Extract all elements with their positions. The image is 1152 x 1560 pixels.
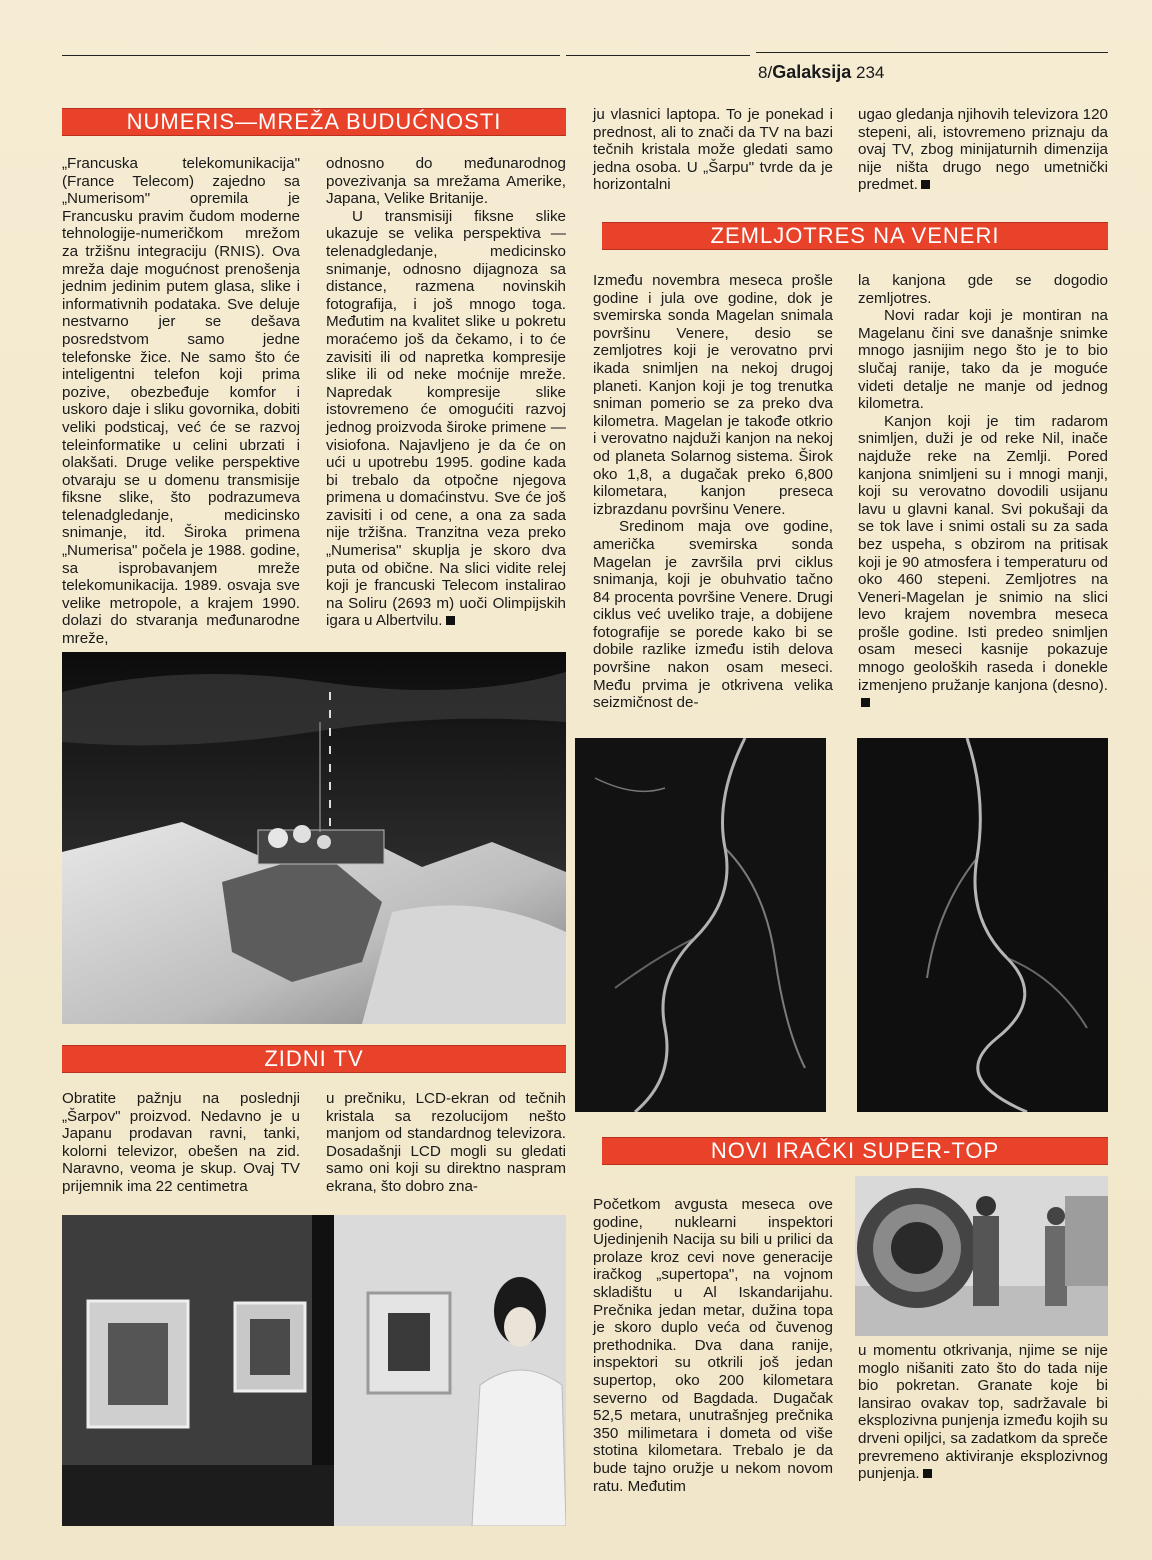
venus-canyon-before-photo: [575, 738, 826, 1112]
zidni-tv-paragraph-2: u prečniku, LCD-ekran od tečnih kristala sa rezolucijom nešto manjom od standardnog televizora. Dosadašnji LCD mogli su gledati samo oni koji su direktno naspram ekrana, što dobro zna-: [326, 1090, 566, 1195]
super-top-column-1: [593, 1196, 833, 1495]
zidni-tv-paragraph-1: Obratite pažnju na poslednji „Šarpov" proizvod. Nedavno je u Japanu prodavan ravni, tanki, kolorni televizor, obešen na zid. Naravno, veoma je skup. Ovaj TV prijemnik ima 22 centimetra: [62, 1090, 300, 1195]
zidni-tv-column-4: [858, 106, 1108, 194]
numeris-paragraph-1: „Francuska telekomunikacija" (France Telecom) zajedno sa „Numerisom" opremila je Francusku pravim čudom moderne tehnologije-numeričkom mrežom za tržišnu integraciju (RNIS). Ova mreža daje mogućnost prenošenja jednim jedinim putem glasa, slike i informativnih podataka. Sve deluje nestvarno jer se dešava posredstvom samo jedne telefonske žice. Ne samo što će inteligentni telefon koji prima pozive, obezbeđuje komfor i uskoro daje i sliku govornika, dobiti veliki podsticaj, već će se razvoj teleinformatike u celini ubrzati i olakšati. Druge velike perspektive otvaraju se u domenu transmisije fiksne slike, što podrazumeva telenadgledanje, medicinsko snimanje, itd. Široka primena „Numerisa" počela je 1988. godine, sa isprobavanjem mreže telekomunikacija. 1989. osvaja sve velike metropole, a krajem 1990. dolazi do stvaranja međunarodne mreže,: [62, 155, 300, 648]
wall-tv-photo: [62, 1215, 566, 1526]
relay-mountain-photo: [62, 652, 566, 1024]
zidni-tv-title-banner: ZIDNI TV: [62, 1045, 566, 1073]
zemljotres-paragraph-2: Sredinom maja ove godine, američka svemirska sonda Magelan je završila prvi ciklus snimanja, koji je obuhvatio tačno 84 procenta površine Venere. Drugi ciklus već uveliko traje, a dobijene fotografije se porede kako bi se dobile razlike između istih delova površine nakon osam meseci. Među prvima je otkrivena velika seizmičnost de-: [593, 518, 833, 712]
numeris-column-1: [62, 155, 300, 648]
end-mark-icon: [446, 616, 455, 625]
zemljotres-title-banner: ZEMLJOTRES NA VENERI: [602, 222, 1108, 250]
zidni-tv-paragraph-4: ugao gledanja njihovih televizora 120 stepeni, ali, istovremeno priznaju da ovaj TV, zbog minijaturnih dimenzija nije ništa drugo nego umetnički predmet.: [858, 106, 1108, 194]
zidni-tv-column-1: [62, 1090, 300, 1196]
numeris-paragraph-3: U transmisiji fiksne slike ukazuje se velika perspektiva — telenadgledanje, medicinsko snimanje, odnosno dijagnoza sa distance, razmena novinskih fotografija, i još mnogo toga. Međutim na kvalitet slike u pokretu moraćemo još da čekamo, i to će zavisiti ili od napretka kompresije slike ili od neke moćnije mreže. Napredak kompresije slike istovremeno će omogućiti razvoj jednog proizvoda široke primene — visiofona. Najavljeno je da će on ući u upotrebu 1995. godine kada bi trebalo da otpočne njegova primena u domaćinstvu. Sve će još zavisiti i od cene, a ona za sada nije tržišna. Tranzitna veza preko „Numerisa" skuplja je skoro dva puta od obične. Na slici vidite relej koji je francuski Telecom instalirao na Soliru (2693 m) uoči Olimpijskih igara u Albertvilu.: [326, 207, 566, 630]
end-mark-icon: [861, 698, 870, 707]
zemljotres-paragraph-4: Novi radar koji je montiran na Magelanu čini sve današnje snimke mnogo jasnijim nego što je to bio slučaj ranije, tako da je moguće videti detalje ne manje od jednog kilometra.: [858, 307, 1108, 413]
numeris-column-2: [326, 155, 566, 630]
end-mark-icon: [923, 1469, 932, 1478]
zidni-tv-column-3: [593, 106, 833, 194]
zemljotres-column-1: [593, 272, 833, 712]
end-mark-icon: [921, 180, 930, 189]
super-top-paragraph-2: u momentu otkrivanja, njime se nije moglo nišaniti zato što do tada nije bio pokretan. Granate koje bi lansirao ovakav top, sadržavale bi eksplozivna punjenja između kojih su drveni opiljci, sa zadatkom da spreče prevremeno aktiviranje eksplozivnog punjenja.: [858, 1342, 1108, 1483]
super-top-title-banner: NOVI IRAČKI SUPER-TOP: [602, 1137, 1108, 1165]
zemljotres-paragraph-5: Kanjon koji je tim radarom snimljen, duži je od reke Nil, inače najduže reke na Zemlji. Pored kanjona snimljeni su i mnogi manji, koji su verovatno dovodili usijanu lavu u glavni kanal. Svi pokušaji da se tok lave i snimi ostali su za sada bez uspeha, s obzirom na pritisak koji je 90 atmosfera i temperaturu od oko 460 stepeni. Zemljotres na Veneri-Magelan je snimio na slici levo krajem novembra meseca prošle godine. Isti predeo snimljen osam meseci kasnije pokazuje mnogo geoloških raseda i donekle izmenjeno pružanje kanjona (desno).: [858, 412, 1108, 694]
super-top-column-2: [858, 1342, 1108, 1483]
header-rule-left: [62, 55, 560, 56]
zemljotres-paragraph-1: Između novembra meseca prošle godine i jula ove godine, dok je svemirska sonda Magelan snimala površinu Venere, desio se zemljotres koji je verovatno prvi ikada snimljen na nekoj drugoj planeti. Kanjon koji je tog trenutka sniman pomerio se za preko dva kilometra. Magelan je takođe otkrio i verovatno najduži kanjon na nekoj od planeta Solarnog sistema. Širok oko 1,8, a dugačak preko 6,800 kilometara, kanjon preseca izbrazdanu površinu Venere.: [593, 272, 833, 518]
magazine-name: Galaksija: [772, 62, 852, 82]
header-rule-right: [756, 52, 1108, 53]
supergun-photo: [855, 1176, 1108, 1336]
zemljotres-paragraph-3: la kanjona gde se dogodio zemljotres.: [858, 272, 1108, 307]
numeris-paragraph-2: odnosno do međunarodnog povezivanja sa mrežama Amerike, Japana, Velike Britanije.: [326, 155, 566, 208]
zidni-tv-column-2: [326, 1090, 566, 1196]
page-folio: [758, 62, 884, 83]
header-rule-mid: [566, 55, 750, 56]
numeris-title-banner: NUMERIS—MREŽA BUDUĆNOSTI: [62, 108, 566, 136]
zidni-tv-paragraph-3: ju vlasnici laptopa. To je ponekad i prednost, ali to znači da TV na bazi tečnih kristala može gledati samo jedna osoba. U „Šarpu" tvrde da je horizontalni: [593, 106, 833, 194]
venus-canyon-after-photo: [857, 738, 1108, 1112]
zemljotres-column-2: [858, 272, 1108, 712]
issue-number: 234: [855, 63, 885, 82]
page-number: 8/: [758, 63, 773, 82]
super-top-paragraph-1: Početkom avgusta meseca ove godine, nuklearni inspektori Ujedinjenih Nacija su bili u prilici da prolaze kroz cevi nove generacije iračkog „supertopa", na vojnom skladištu u Al Iskandarijahu. Prečnika jedan metar, dužina topa je skoro duplo veća od čuvenog prethodnika. Dva dana ranije, inspektori su otkrili još jedan supertop, oko 200 kilometara severno od Bagdada. Dugačak 52,5 metara, unutrašnjeg prečnika 350 milimetara i dometa od više stotina kilometara. Trebalo je da bude tajno oružje u nekom novom ratu. Međutim: [593, 1196, 833, 1495]
